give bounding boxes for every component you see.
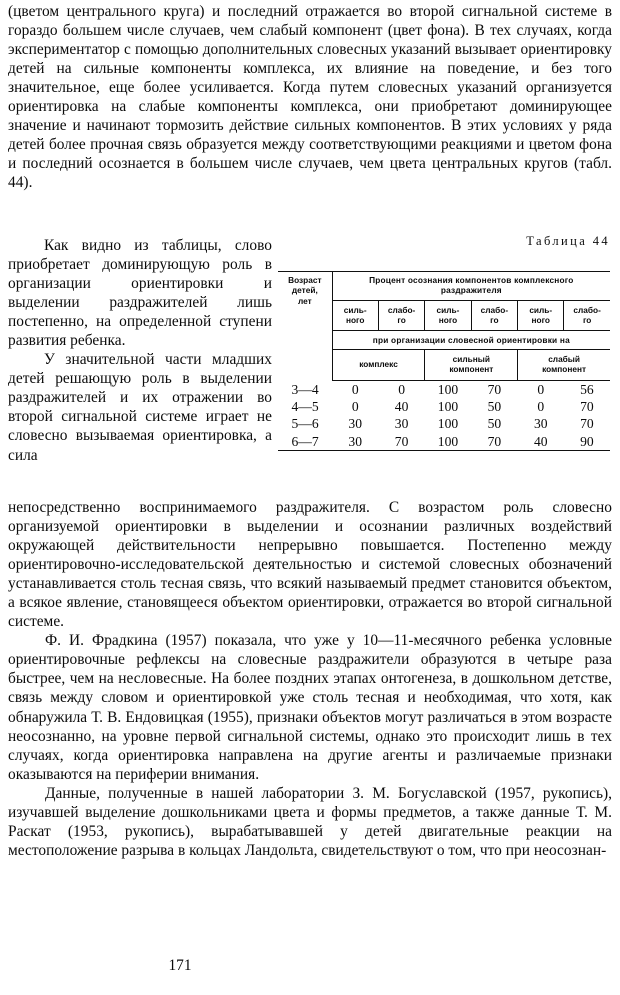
paragraph: Как видно из таблицы, слово приобретает доминирующую роль в организации ориентировки и выделении раздражителей лишь постепенно, на определенной ступени развития ребенка. (8, 237, 272, 350)
group-label-line1: сильный (452, 354, 490, 365)
cell-value: 100 (437, 416, 459, 432)
sub-label-line2: го (582, 315, 592, 326)
table-row (278, 398, 610, 415)
group-label-line2: компонент (542, 364, 587, 375)
sub-label-line2: го (397, 315, 406, 326)
header-cell-group-2 (425, 350, 518, 381)
header-cell-sub-6 (564, 300, 610, 330)
cell-value: 30 (348, 416, 363, 432)
cell-value: 0 (351, 381, 359, 397)
cell-value: 40 (518, 433, 564, 451)
cell-value: 0 (351, 399, 359, 415)
cell-value: 50 (487, 399, 502, 415)
sub-label-line2: ного (438, 315, 458, 326)
header-cell-sub-1 (332, 300, 378, 330)
cell-age: 5—6 (291, 416, 319, 432)
header-cell-group-1 (332, 350, 425, 381)
sub-label-line2: го (490, 315, 499, 326)
cell-value: 40 (394, 399, 409, 415)
header-cell-sub-4 (471, 300, 518, 330)
wrapped-text-block (8, 236, 272, 465)
paragraph: Данные, полученные в нашей лаборатории З. М. Богуславской (1957, рукопись), изучавшей выделение дошкольниками цвета и формы предметов, а также данные Т. М. Раскат (1953, рукопись), вырабатывавшей у детей двигательные реакции на местоположение разрыва в кольцах Ландольта, свидетельствуют о том, что при неосознан- (8, 784, 612, 859)
cell-value: 100 (425, 433, 471, 451)
sub-label-line1: слабо- (387, 304, 416, 315)
table-caption: Таблица 44 (526, 234, 610, 248)
table-row (278, 433, 610, 451)
sub-label-line1: силь- (436, 304, 460, 315)
sub-label-line1: слабо- (480, 304, 509, 315)
cell-value: 100 (437, 399, 459, 415)
main-title-line1: Процент осознания компонентов комплексного (369, 275, 574, 285)
age-label-line2: детей, (291, 285, 318, 296)
sub-label-line1: силь- (529, 304, 553, 315)
table-44 (278, 271, 610, 451)
paragraph: (цветом центрального круга) и последний отражается во второй сигнальной системе в гораздо большем числе случаев, чем слабый компонент (цвет фона). В тех случаях, когда экспериментатор с помощью дополнительных словесных указаний вызывает ориентировку детей на сильные компоненты комплекса, их влияние на поведение, и без того значительное, еще более усиливается. Когда путем словесных указаний организуется ориентировка на слабые компоненты комплекса, они приобретают доминирующее значение и начинают тормозить действие сильных компонентов. В этих условиях у ряда детей более прочная связь образуется между соответствующими реакциями и цветом фона и последний осознается в большем числе случаев, чем цвета центральных кругов (табл. 44). (8, 3, 612, 192)
age-label-line3: лет (297, 295, 312, 306)
cell-value: 70 (580, 416, 594, 432)
cell-value: 50 (487, 416, 502, 432)
page-number: 171 (168, 957, 192, 974)
header-cell-age (278, 272, 332, 381)
paragraph: Ф. И. Фрадкина (1957) показала, что уже у 10—11-месячного ребенка условные ориентировочные рефлексы на словесные раздражители образуются в четыре раза быстрее, чем на несловесные. На более поздних этапах онтогенеза, в дошкольном детстве, связь между словом и ориентировкой уже столь тесная и необходимая, что хотя, как обнаружила Т. В. Ендовицкая (1955), признаки объектов могут различаться в этом возрасте неосознанно, на уровне первой сигнальной системы, однако это происходит лишь в тех случаях, когда ориентировка направлена на другие агенты и различаемые признаки оказываются на периферии внимания. (8, 632, 612, 783)
sub-label-line1: слабо- (573, 304, 601, 315)
header-cell-sub-2 (378, 300, 425, 330)
paragraph: непосредственно воспринимаемого раздражителя. С возрастом роль словесно организуемой ориентировки в выделении и осознании различных воздействий окружающей действительности непрерывно повышается. Постепенно между ориентировочно-исследовательской деятельностью и системой словесных обозначений устанавливается столь тесная связь, что всякий называемый предмет становится объектом, а всякое явление, становящееся объектом ориентировки, отражается во второй сигнальной системе. (8, 499, 612, 631)
cell-value: 70 (378, 433, 425, 451)
lower-text-block (8, 498, 612, 860)
cell-value: 30 (533, 416, 548, 432)
group-label-line1: слабый (548, 354, 580, 365)
group-label-line2: компонент (449, 364, 494, 375)
cell-value: 90 (564, 433, 610, 451)
table-row (278, 415, 610, 432)
main-title-line2: раздражителя (440, 285, 502, 296)
cell-value: 70 (580, 399, 594, 415)
sub-label-line1: силь- (343, 304, 367, 315)
cell-value: 56 (580, 381, 594, 397)
cell-value: 0 (398, 381, 405, 397)
header-cell-sub-3 (425, 300, 471, 330)
cell-value: 100 (437, 381, 459, 397)
cell-age: 3—4 (291, 381, 319, 397)
cell-value: 70 (471, 433, 518, 451)
cell-value: 30 (394, 416, 409, 432)
sub-label-line2: ного (345, 315, 365, 326)
cell-value: 0 (537, 381, 545, 397)
header-cell-sub-5 (518, 300, 564, 330)
header-cell-group-3 (518, 350, 610, 381)
cell-age: 6—7 (278, 433, 332, 451)
cell-value: 0 (537, 399, 545, 415)
cell-value: 30 (332, 433, 378, 451)
cell-value: 70 (487, 381, 502, 397)
age-label-line1: Возраст (288, 275, 322, 285)
cell-age: 4—5 (291, 399, 319, 415)
top-text-block (8, 2, 612, 192)
header-cell-main-title (332, 272, 610, 301)
table-row (278, 380, 610, 398)
table-header-row-title (278, 272, 610, 301)
paragraph: У значительной части младших детей решающую роль в выделении раздражителей и их отражении во второй сигнальной системе играет не словесно вызываемая ориентировка, а сила (8, 351, 272, 464)
table-44-wrapper (278, 271, 610, 451)
group-label-line1: комплекс (359, 359, 398, 370)
sub-label-line2: ного (531, 315, 550, 326)
header-cell-organization: при организации словесной ориентировки на (332, 330, 610, 349)
